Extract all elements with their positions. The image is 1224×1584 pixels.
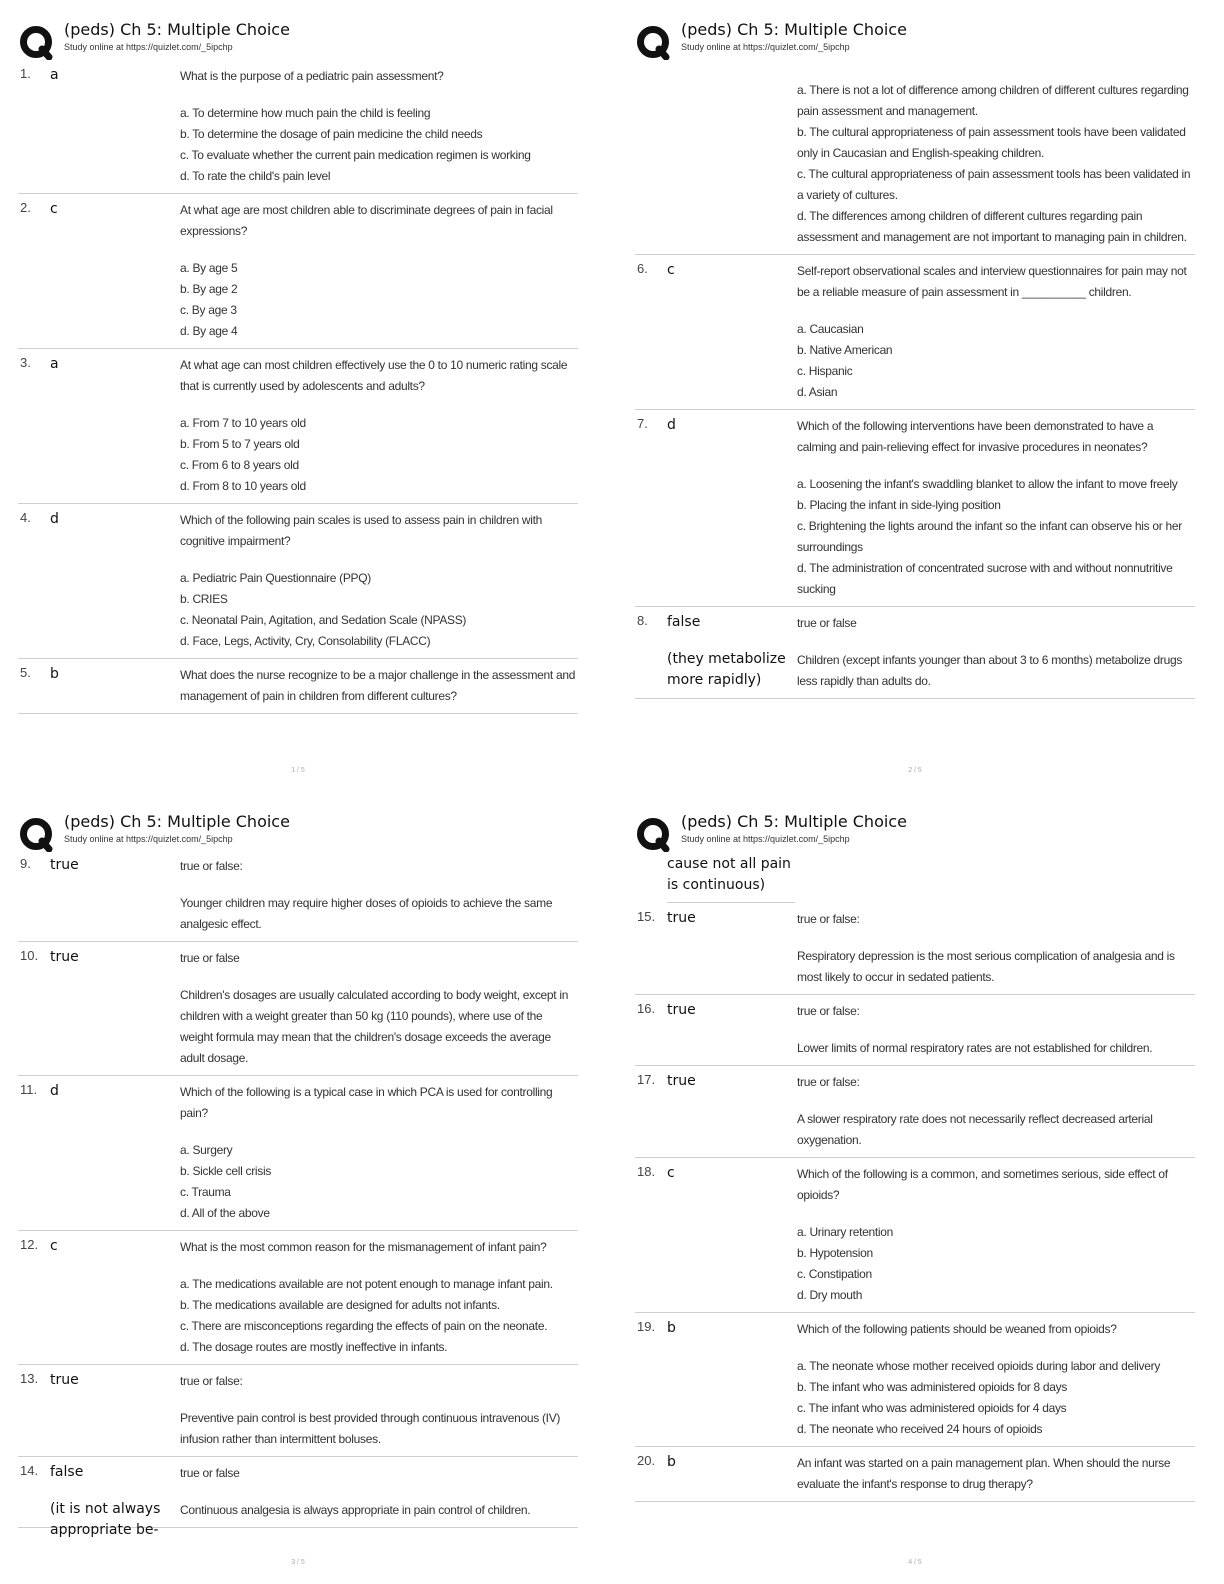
answer-option: c. Brightening the lights around the infant so the infant can observe his or her surroundings	[797, 519, 1182, 554]
answer-option: Children (except infants younger than about 3 to 6 months) metabolize drugs less rapidly than adults do.	[797, 653, 1183, 688]
question-text: At what age are most children able to discriminate degrees of pain in facial expressions?	[180, 203, 553, 238]
answer-key: c	[50, 201, 58, 217]
answer-key: a	[50, 67, 59, 83]
answer-option: d. All of the above	[180, 1206, 270, 1220]
question-row	[635, 1313, 1195, 1447]
question-row	[18, 942, 578, 1076]
study-link: Study online at https://quizlet.com/_5ipchp	[64, 42, 233, 52]
question-row	[18, 850, 578, 942]
question-text: At what age can most children effectively use the 0 to 10 numeric rating scale that is currently used by adolescents and adults?	[180, 358, 568, 393]
question-number: 17.	[637, 1072, 656, 1087]
question-row	[635, 1158, 1195, 1313]
question-text: Which of the following interventions have been demonstrated to have a calming and pain-relieving effect for invasive procedures in neonates?	[797, 419, 1154, 454]
page-header	[635, 812, 1195, 852]
answer-key: true	[50, 857, 79, 873]
answer-option: b. The cultural appropriateness of pain assessment tools have been validated only in Caucasian and English-speaking children.	[797, 125, 1186, 160]
answer-option: c. Hispanic	[797, 364, 853, 378]
answer-option: d. The dosage routes are mostly ineffective in infants.	[180, 1340, 448, 1354]
question-row	[18, 504, 578, 659]
answer-option: c. The cultural appropriateness of pain assessment tools has been validated in a variety of cultures.	[797, 167, 1191, 202]
answer-option: d. The differences among children of different cultures regarding pain assessment and management are not important to managing pain in children.	[797, 209, 1187, 244]
question-number: 18.	[637, 1164, 656, 1179]
page-header	[635, 20, 1195, 60]
question-number: 12.	[20, 1237, 39, 1252]
question-number: 4.	[20, 510, 31, 525]
question-text: Which of the following is a common, and sometimes serious, side effect of opioids?	[797, 1167, 1168, 1202]
question-row	[18, 60, 578, 194]
answer-key: b	[667, 1320, 676, 1336]
study-link: Study online at https://quizlet.com/_5ipchp	[64, 834, 233, 844]
page-2	[635, 20, 1207, 780]
study-link: Study online at https://quizlet.com/_5ipchp	[681, 42, 850, 52]
answer-option: d. Dry mouth	[797, 1288, 863, 1302]
answer-option: b. Native American	[797, 343, 893, 357]
answer-option: b. Placing the infant in side-lying position	[797, 498, 1001, 512]
answer-option: a. Urinary retention	[797, 1225, 894, 1239]
answer-key: false	[667, 614, 701, 630]
question-number: 5.	[20, 665, 31, 680]
answer-option: a. Pediatric Pain Questionnaire (PPQ)	[180, 571, 371, 585]
question-text: Self-report observational scales and interview questionnaires for pain may not be a reliable measure of pain assessment in __________ children.	[797, 264, 1187, 299]
answer-option: a. From 7 to 10 years old	[180, 416, 306, 430]
page-1	[18, 20, 590, 780]
answer-option: c. Trauma	[180, 1185, 231, 1199]
question-text: An infant was started on a pain management plan. When should the nurse evaluate the infant's response to drug therapy?	[797, 1456, 1171, 1491]
question-row	[18, 1076, 578, 1231]
answer-option: b. CRIES	[180, 592, 228, 606]
question-number: 13.	[20, 1371, 39, 1386]
question-number: 20.	[637, 1453, 656, 1468]
answer-option: b. The medications available are designed for adults not infants.	[180, 1298, 500, 1312]
answer-key: c	[667, 1165, 675, 1181]
answer-option: c. By age 3	[180, 303, 237, 317]
page-number: 2 / 5	[908, 767, 922, 774]
answer-option: b. To determine the dosage of pain medicine the child needs	[180, 127, 483, 141]
answer-option: d. Face, Legs, Activity, Cry, Consolability (FLACC)	[180, 634, 431, 648]
answer-key: true	[50, 1372, 79, 1388]
question-text: What is the purpose of a pediatric pain assessment?	[180, 69, 444, 83]
answer-key: b	[50, 666, 59, 682]
question-list	[18, 60, 578, 714]
answer-option: d. The administration of concentrated sucrose with and without nonnutritive sucking	[797, 561, 1173, 596]
question-number: 3.	[20, 355, 31, 370]
quizlet-logo-icon	[635, 24, 671, 60]
answer-key: d	[50, 511, 59, 527]
answer-option: c. Neonatal Pain, Agitation, and Sedation Scale (NPASS)	[180, 613, 467, 627]
question-row	[635, 1447, 1195, 1502]
question-row	[635, 607, 1195, 699]
page-title: (peds) Ch 5: Multiple Choice	[681, 20, 907, 39]
question-number: 10.	[20, 948, 39, 963]
answer-option: d. Asian	[797, 385, 838, 399]
page-4	[635, 812, 1207, 1572]
quizlet-logo-icon	[635, 816, 671, 852]
answer-option: Children's dosages are usually calculated according to body weight, except in children with a weight greater than 50 kg (110 pounds), where use of the weight formula may mean that the children's dosage exceeds the average adult dosage.	[180, 988, 569, 1065]
answer-option: a. Loosening the infant's swaddling blanket to allow the infant to move freely	[797, 477, 1178, 491]
answer-option: a. The medications available are not potent enough to manage infant pain.	[180, 1277, 553, 1291]
question-text: true or false:	[180, 1374, 243, 1388]
question-number: 8.	[637, 613, 648, 628]
question-list	[635, 854, 1195, 1502]
question-row	[635, 903, 1195, 995]
answer-key: d	[50, 1083, 59, 1099]
question-text: true or false:	[797, 1075, 860, 1089]
question-number: 19.	[637, 1319, 656, 1334]
answer-option: c. From 6 to 8 years old	[180, 458, 299, 472]
answer-option: Respiratory depression is the most serious complication of analgesia and is most likely to occur in sedated patients.	[797, 949, 1175, 984]
answer-key: c	[50, 1238, 58, 1254]
question-number: 9.	[20, 856, 31, 871]
answer-key: d	[667, 417, 676, 433]
answer-option: Lower limits of normal respiratory rates are not established for children.	[797, 1041, 1153, 1055]
question-text: true or false	[180, 951, 240, 965]
answer-option: a. By age 5	[180, 261, 238, 275]
question-row	[18, 1365, 578, 1457]
question-text: Which of the following is a typical case in which PCA is used for controlling pain?	[180, 1085, 553, 1120]
answer-option: d. To rate the child's pain level	[180, 169, 331, 183]
question-text: Which of the following patients should be weaned from opioids?	[797, 1322, 1117, 1336]
question-number: 14.	[20, 1463, 39, 1478]
page-header	[18, 20, 578, 60]
answer-option: b. By age 2	[180, 282, 238, 296]
answer-option: a. There is not a lot of difference among children of different cultures regarding pain assessment and management.	[797, 83, 1189, 118]
question-number: 2.	[20, 200, 31, 215]
question-number: 16.	[637, 1001, 656, 1016]
page-number: 1 / 5	[291, 767, 305, 774]
answer-option: Continuous analgesia is always appropriate in pain control of children.	[180, 1503, 531, 1517]
answer-option: c. To evaluate whether the current pain medication regimen is working	[180, 148, 531, 162]
question-text: What does the nurse recognize to be a major challenge in the assessment and management of pain in children from different cultures?	[180, 668, 576, 703]
quizlet-logo-icon	[18, 24, 54, 60]
answer-option: A slower respiratory rate does not necessarily reflect decreased arterial oxygenation.	[797, 1112, 1153, 1147]
answer-note: (they metabolize more rapidly)	[667, 651, 786, 688]
question-text: true or false:	[797, 912, 860, 926]
answer-key: true	[50, 949, 79, 965]
question-text: true or false:	[180, 859, 243, 873]
question-row	[18, 349, 578, 504]
question-text: true or false	[797, 616, 857, 630]
question-text: What is the most common reason for the mismanagement of infant pain?	[180, 1240, 547, 1254]
answer-option: d. By age 4	[180, 324, 238, 338]
answer-key: true	[667, 1073, 696, 1089]
question-row	[635, 255, 1195, 410]
question-row	[18, 194, 578, 349]
answer-option: a. To determine how much pain the child is feeling	[180, 106, 431, 120]
question-list	[635, 60, 1195, 699]
answer-key: a	[50, 356, 59, 372]
question-row	[18, 1231, 578, 1365]
question-number: 6.	[637, 261, 648, 276]
answer-option: Younger children may require higher doses of opioids to achieve the same analgesic effect.	[180, 896, 553, 931]
answer-option: b. Sickle cell crisis	[180, 1164, 272, 1178]
question-text: Which of the following pain scales is used to assess pain in children with cognitive impairment?	[180, 513, 543, 548]
answer-option: d. The neonate who received 24 hours of opioids	[797, 1422, 1043, 1436]
question-number: 15.	[637, 909, 656, 924]
answer-option: a. Surgery	[180, 1143, 233, 1157]
question-number: 7.	[637, 416, 648, 431]
page-title: (peds) Ch 5: Multiple Choice	[64, 812, 290, 831]
page-header	[18, 812, 578, 852]
answer-option: Preventive pain control is best provided through continuous intravenous (IV) infusion rather than intermittent boluses.	[180, 1411, 561, 1446]
question-text: true or false	[180, 1466, 240, 1480]
answer-option: b. The infant who was administered opioids for 8 days	[797, 1380, 1068, 1394]
question-row	[635, 995, 1195, 1066]
answer-option: d. From 8 to 10 years old	[180, 479, 306, 493]
page-number: 3 / 5	[291, 1559, 305, 1566]
answer-option: b. Hypotension	[797, 1246, 873, 1260]
answer-option: c. There are misconceptions regarding the effects of pain on the neonate.	[180, 1319, 548, 1333]
answer-key: true	[667, 910, 696, 926]
continued-answer: cause not all pain is continuous)	[667, 854, 795, 903]
answer-note: (it is not always appropriate be-	[50, 1501, 161, 1538]
page-3	[18, 812, 590, 1572]
question-list	[18, 850, 578, 1538]
quizlet-logo-icon	[18, 816, 54, 852]
page-title: (peds) Ch 5: Multiple Choice	[681, 812, 907, 831]
answer-key: false	[50, 1464, 84, 1480]
answer-option: a. The neonate whose mother received opioids during labor and delivery	[797, 1359, 1161, 1373]
answer-key: c	[667, 262, 675, 278]
question-row	[18, 659, 578, 714]
question-row	[635, 410, 1195, 607]
question-number: 11.	[20, 1082, 38, 1097]
answer-key: true	[667, 1002, 696, 1018]
page-number: 4 / 5	[908, 1559, 922, 1566]
question-number: 1.	[20, 66, 31, 81]
question-row	[635, 1066, 1195, 1158]
question-row	[18, 1457, 578, 1538]
answer-option: b. From 5 to 7 years old	[180, 437, 300, 451]
page-title: (peds) Ch 5: Multiple Choice	[64, 20, 290, 39]
study-link: Study online at https://quizlet.com/_5ipchp	[681, 834, 850, 844]
question-text: true or false:	[797, 1004, 860, 1018]
answer-option: c. Constipation	[797, 1267, 872, 1281]
continued-options	[635, 60, 1195, 255]
answer-key: b	[667, 1454, 676, 1470]
answer-option: a. Caucasian	[797, 322, 864, 336]
answer-option: c. The infant who was administered opioids for 4 days	[797, 1401, 1067, 1415]
